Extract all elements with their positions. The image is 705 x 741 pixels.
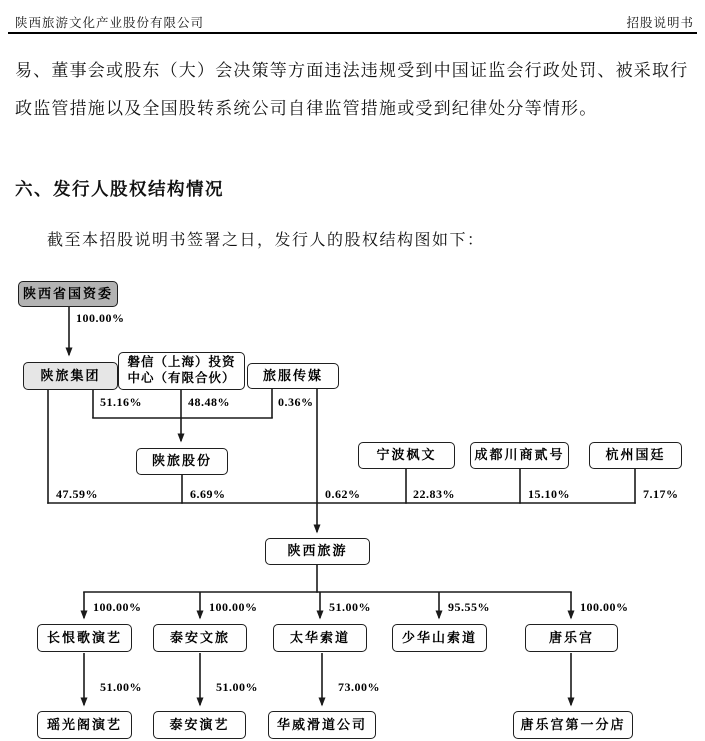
org-node-tanglegong-branch: [513, 711, 633, 739]
pct-gufen-lvyou: 6.69%: [190, 487, 226, 501]
section-intro: 截至本招股说明书签署之日，发行人的股权结构图如下：: [47, 232, 485, 249]
pct-taianwenlv-taianyanyi: 51.00%: [216, 680, 258, 694]
pct-lvfu-lvyou: 0.62%: [325, 487, 361, 501]
org-node-label: 杭州国廷: [605, 447, 666, 463]
org-node-label: 泰安文旅: [169, 629, 230, 645]
org-node-label: 唐乐宫第一分店: [520, 716, 626, 732]
pct-lvyou-changhenge: 100.00%: [93, 600, 142, 614]
pct-taihua-huawei: 73.00%: [338, 680, 380, 694]
org-node-label: 泰安演艺: [169, 716, 230, 732]
org-node-label: 陕西省国资委: [22, 285, 113, 301]
org-node-taian-yanyi: [153, 711, 246, 739]
pct-lvyou-taihua: 51.00%: [329, 600, 371, 614]
pct-lvyou-taianwenlv: 100.00%: [209, 600, 258, 614]
org-node-label: 太华索道: [289, 629, 350, 645]
org-node-label: [127, 355, 235, 386]
org-node-label: 少华山索道: [401, 629, 477, 645]
header-company-name: 陕西旅游文化产业股份有限公司: [15, 16, 205, 30]
pct-lvfu-gufen: 0.36%: [278, 395, 314, 409]
org-node-chengdu-chuanshang: [470, 442, 569, 469]
org-node-label: 唐乐宫: [548, 629, 594, 645]
pct-lvyou-tanglegong: 100.00%: [580, 600, 629, 614]
org-node-huawei-huadao: [268, 711, 376, 739]
pct-changhenge-yaoguangge: 51.00%: [100, 680, 142, 694]
org-node-hangzhou-guoting: [589, 442, 682, 469]
body-paragraph: [15, 52, 693, 128]
pct-hangzhou-lvyou: 7.17%: [643, 487, 679, 501]
pct-jituan-lvyou: 47.59%: [56, 487, 98, 501]
org-node-taian-wenlv: [153, 624, 247, 652]
org-node-shanlv-gufen: [136, 448, 228, 475]
section-heading: 六、发行人股权结构情况: [15, 179, 224, 199]
org-node-label: 旅服传媒: [262, 367, 323, 383]
header-rule: [8, 32, 697, 34]
org-node-panxin-shanghai: [118, 352, 245, 390]
org-node-shaanxi-sasac: [18, 281, 118, 307]
body-paragraph-line1: 易、董事会或股东（大）会决策等方面违法违规受到中国证监会行政处罚、被采取行: [15, 61, 689, 80]
org-node-lvfu-media: [247, 363, 339, 389]
org-node-taihua-suodao: [273, 624, 367, 652]
org-node-tanglegong: [525, 624, 618, 652]
pct-panxin-gufen: 48.48%: [188, 395, 230, 409]
org-node-label: 陕旅股份: [151, 453, 212, 469]
org-node-label-line2: 中心（有限合伙）: [127, 371, 236, 385]
org-node-shaohuashan-suodao: [392, 624, 487, 652]
org-node-label: 成都川商贰号: [474, 447, 565, 463]
body-paragraph-line2: 政监管措施以及全国股转系统公司自律监管措施或受到纪律处分等情形。: [15, 99, 598, 118]
pct-guoziwei-jituan: 100.00%: [76, 311, 125, 325]
org-node-ningbo-fengwen: [358, 442, 455, 469]
org-node-yaoguangge-yanyi: [37, 711, 132, 739]
org-node-label: 陕西旅游: [287, 543, 348, 559]
header-doc-type: 招股说明书: [626, 16, 694, 30]
org-node-changhenge-yanyi: [37, 624, 132, 652]
org-node-label: 陕旅集团: [40, 367, 101, 383]
org-node-label: 长恨歌演艺: [46, 629, 122, 645]
pct-chengdu-lvyou: 15.10%: [528, 487, 570, 501]
pct-lvyou-shaohuashan: 95.55%: [448, 600, 490, 614]
org-node-label-line1: 磐信（上海）投资: [127, 355, 236, 370]
pct-ningbo-lvyou: 22.83%: [413, 487, 455, 501]
pct-jituan-gufen: 51.16%: [100, 395, 142, 409]
org-node-label: 宁波枫文: [376, 447, 437, 463]
org-node-shaanxi-lvyou: [265, 538, 370, 565]
org-node-label: 瑶光阁演艺: [46, 716, 122, 732]
org-node-shanlv-group: [23, 362, 118, 390]
org-node-label: 华威滑道公司: [276, 716, 367, 732]
